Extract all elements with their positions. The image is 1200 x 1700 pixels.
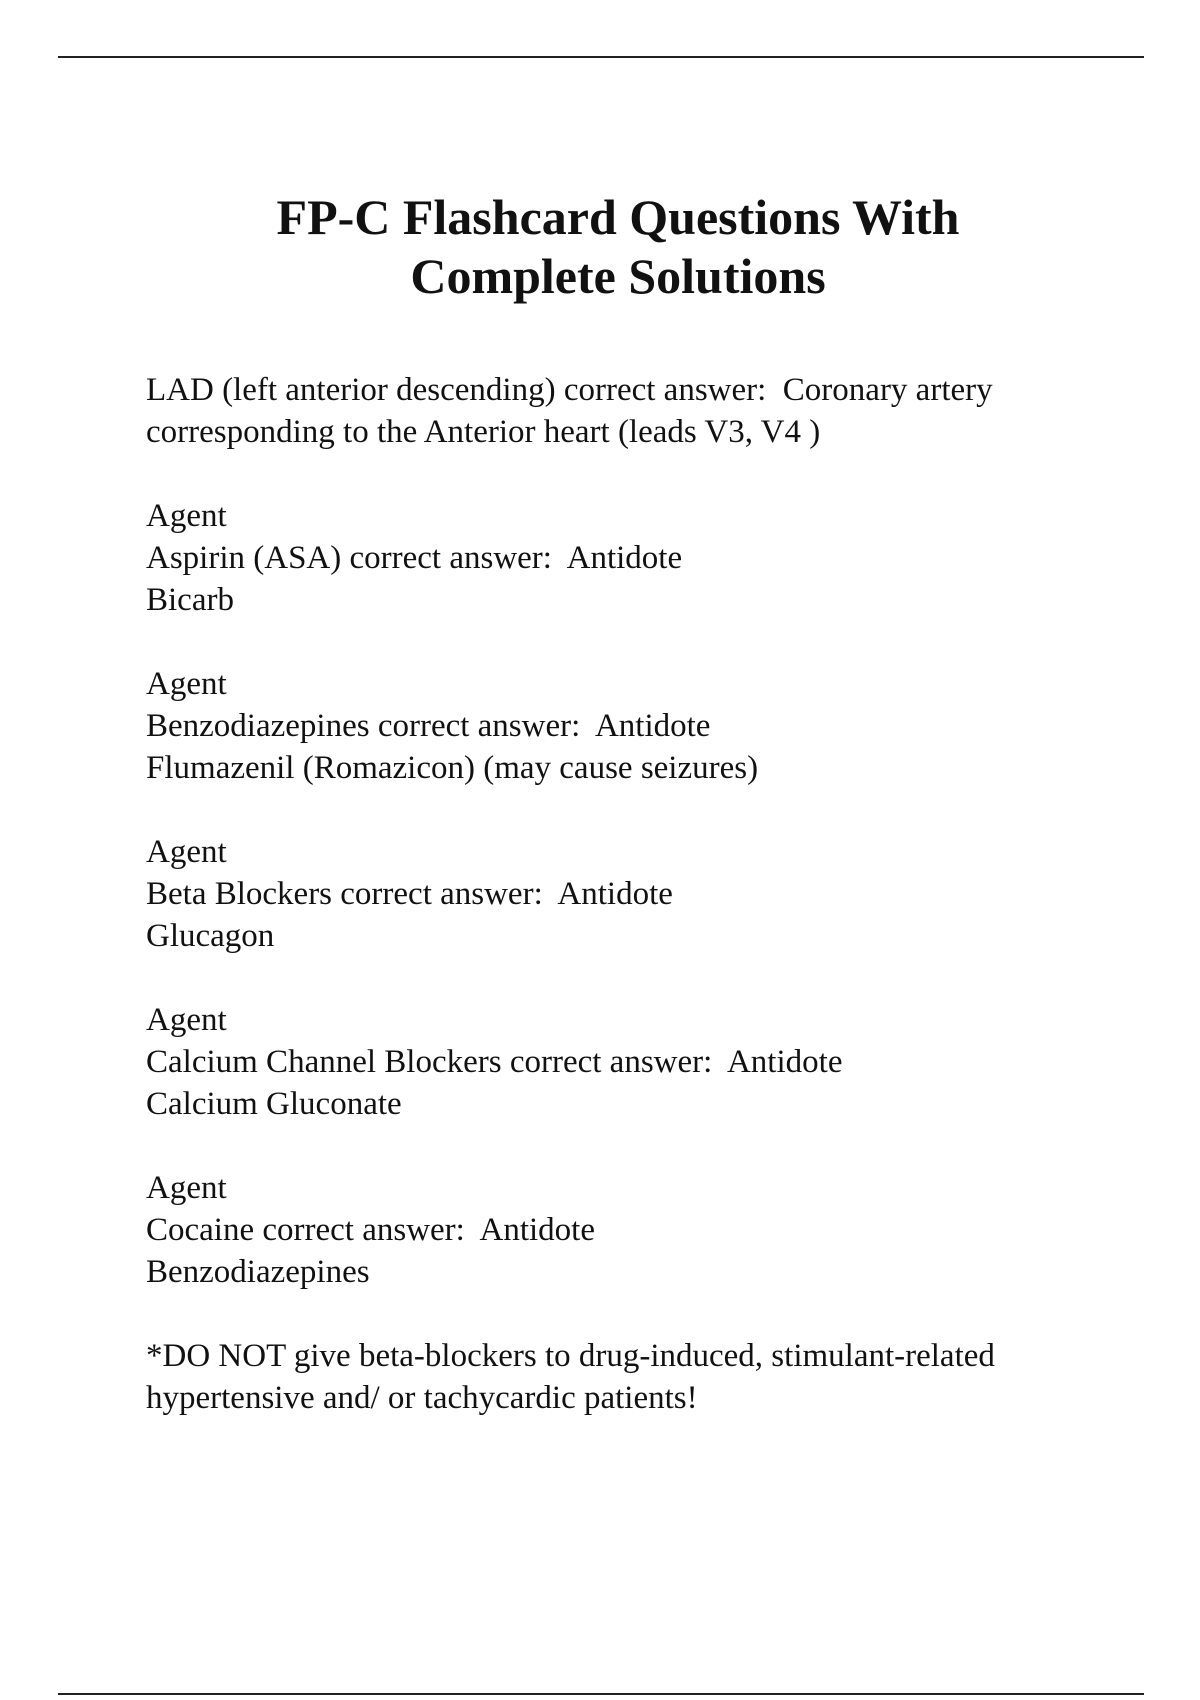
flashcard-line: Glucagon: [146, 918, 275, 954]
flashcard-line: Benzodiazepines: [146, 1254, 370, 1290]
flashcard-cocaine: [146, 1167, 1146, 1293]
flashcard-beta-blockers: [146, 831, 1146, 957]
page-title: [0, 188, 1200, 306]
flashcard-list: [146, 369, 1146, 1461]
page-title-line-2: Complete Solutions: [410, 248, 826, 304]
flashcard-aspirin: [146, 495, 1146, 621]
flashcard-line: Calcium Gluconate: [146, 1086, 402, 1122]
flashcard-line: Benzodiazepines correct answer: Antidote: [146, 708, 711, 744]
flashcard-line: Agent: [146, 1170, 227, 1206]
flashcard-benzodiazepines: [146, 663, 1146, 789]
flashcard-line: Calcium Channel Blockers correct answer: Antidote: [146, 1044, 843, 1080]
flashcard-line: Agent: [146, 1002, 227, 1038]
flashcard-line: Agent: [146, 498, 227, 534]
page-title-line-1: FP-C Flashcard Questions With: [276, 189, 960, 245]
flashcard-lad: [146, 369, 1146, 453]
warning-note: [146, 1335, 1146, 1419]
flashcard-line: Cocaine correct answer: Antidote: [146, 1212, 595, 1248]
flashcard-line: Agent: [146, 834, 227, 870]
flashcard-line: Bicarb: [146, 582, 234, 618]
header-rule: [58, 56, 1144, 58]
flashcard-line: Aspirin (ASA) correct answer: Antidote: [146, 540, 683, 576]
flashcard-line: corresponding to the Anterior heart (leads V3, V4 ): [146, 414, 821, 450]
footer-rule: [58, 1693, 1144, 1695]
flashcard-line: hypertensive and/ or tachycardic patients!: [146, 1380, 698, 1416]
flashcard-line: *DO NOT give beta-blockers to drug-induced, stimulant-related: [146, 1338, 995, 1374]
flashcard-line: Flumazenil (Romazicon) (may cause seizures): [146, 750, 759, 786]
flashcard-line: LAD (left anterior descending) correct answer: Coronary artery: [146, 372, 993, 408]
flashcard-line: Agent: [146, 666, 227, 702]
flashcard-calcium-channel-blockers: [146, 999, 1146, 1125]
flashcard-line: Beta Blockers correct answer: Antidote: [146, 876, 673, 912]
